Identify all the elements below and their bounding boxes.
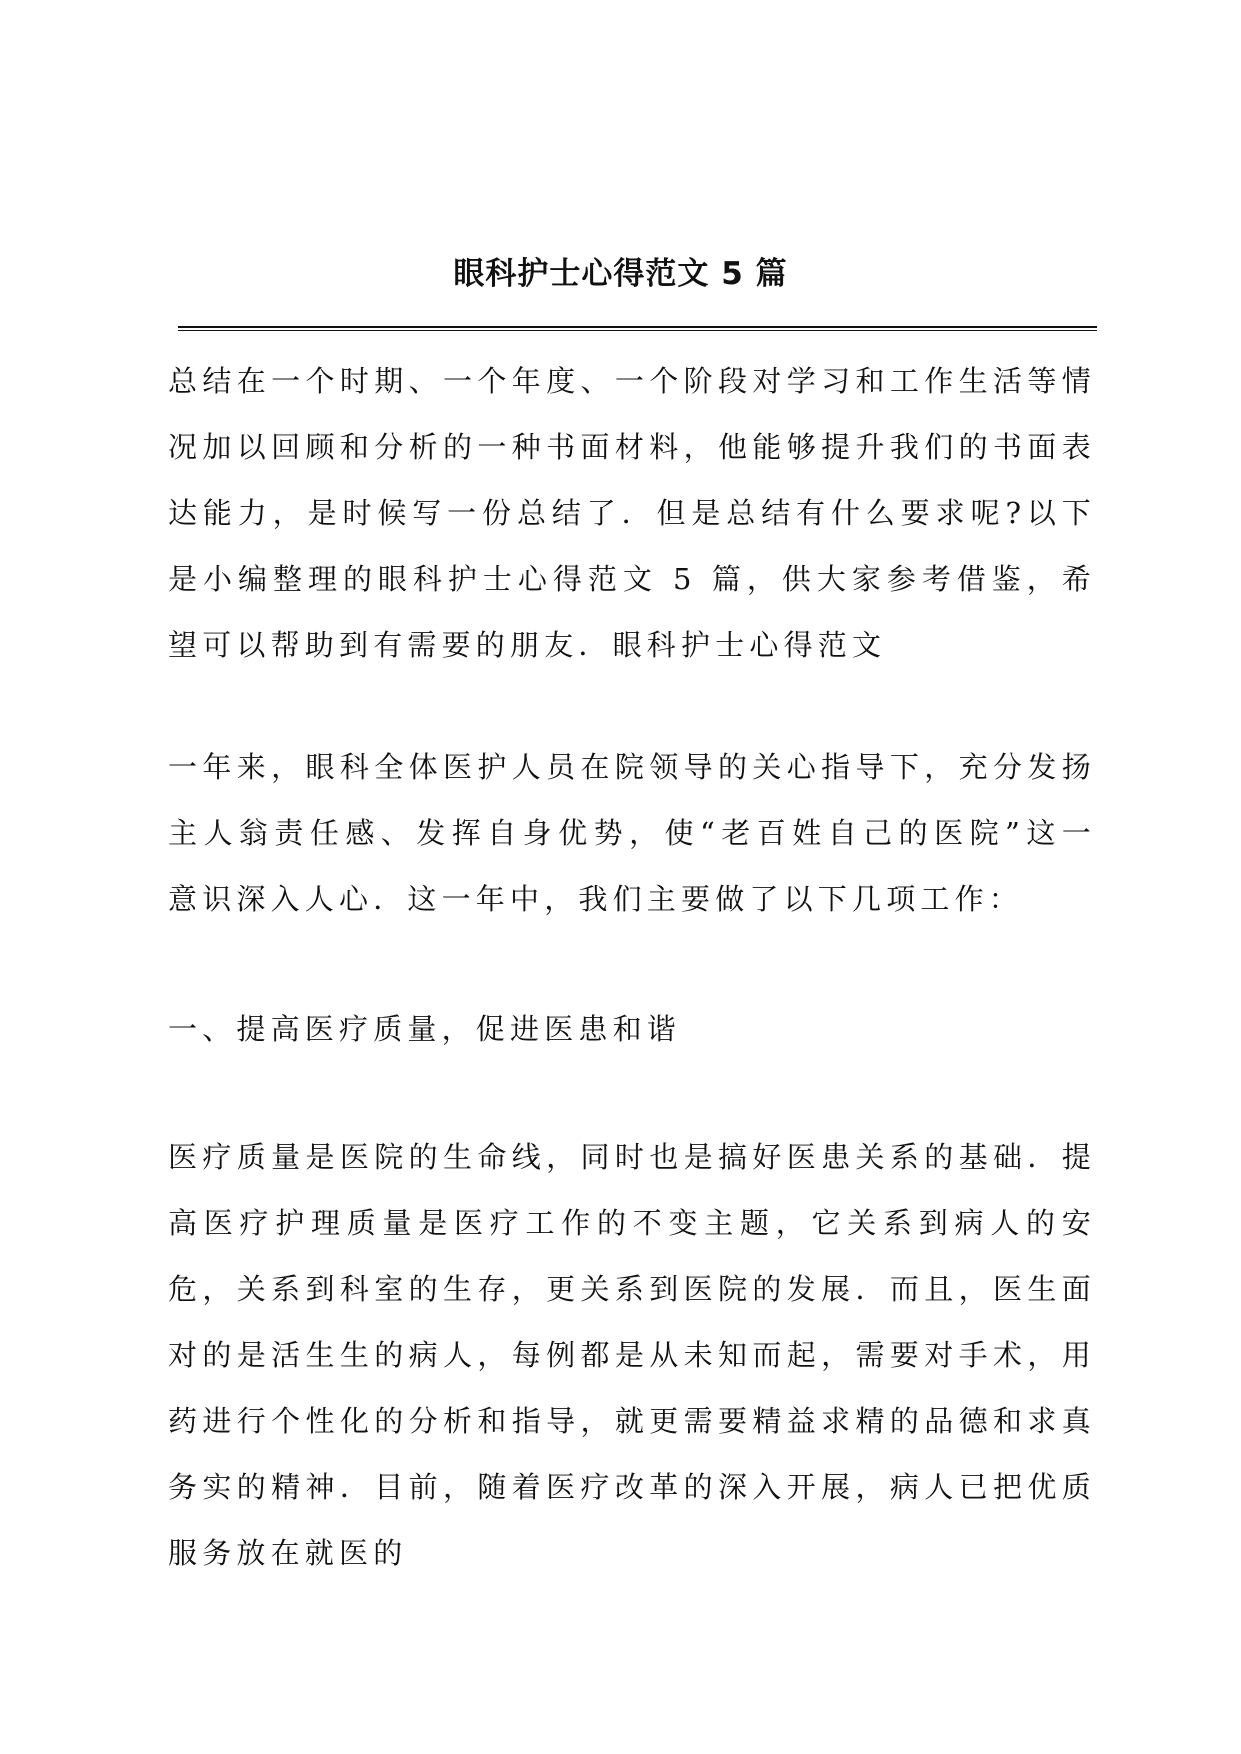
body-paragraph-overview: 一年来，眼科全体医护人员在院领导的关心指导下，充分发扬主人翁责任感、发挥自身优势，使“老百姓自己的医院”这一意识深入人心．这一年中，我们主要做了以下几项工作： — [168, 750, 1096, 916]
title-rule-thin-line — [178, 330, 1097, 331]
body-paragraph-quality: 医疗质量是医院的生命线，同时也是搞好医患关系的基础．提高医疗护理质量是医疗工作的不变主题，它关系到病人的安危，关系到科室的生存，更关系到医院的发展．而且，医生面对的是活生生的病人，每例都是从未知而起，需要对手术，用药进行个性化的分析和指导，就更需要精益求精的品德和求真务实的精神．目前，随着医疗改革的深入开展，病人已把优质服务放在就医的 — [168, 1140, 1096, 1570]
title-rule-thick-line — [178, 326, 1097, 328]
section-heading-1: 一、提高医疗质量，促进医患和谐 — [168, 1012, 682, 1046]
document-title: 眼科护士心得范文 5 篇 — [453, 256, 788, 292]
title-double-rule — [178, 326, 1097, 332]
intro-paragraph: 总结在一个时期、一个年度、一个阶段对学习和工作生活等情况加以回顾和分析的一种书面材料，他能够提升我们的书面表达能力，是时候写一份总结了．但是总结有什么要求呢?以下是小编整理的眼科护士心得范文 5 篇，供大家参考借鉴，希望可以帮助到有需要的朋友．眼科护士心得范文 — [168, 364, 1096, 662]
